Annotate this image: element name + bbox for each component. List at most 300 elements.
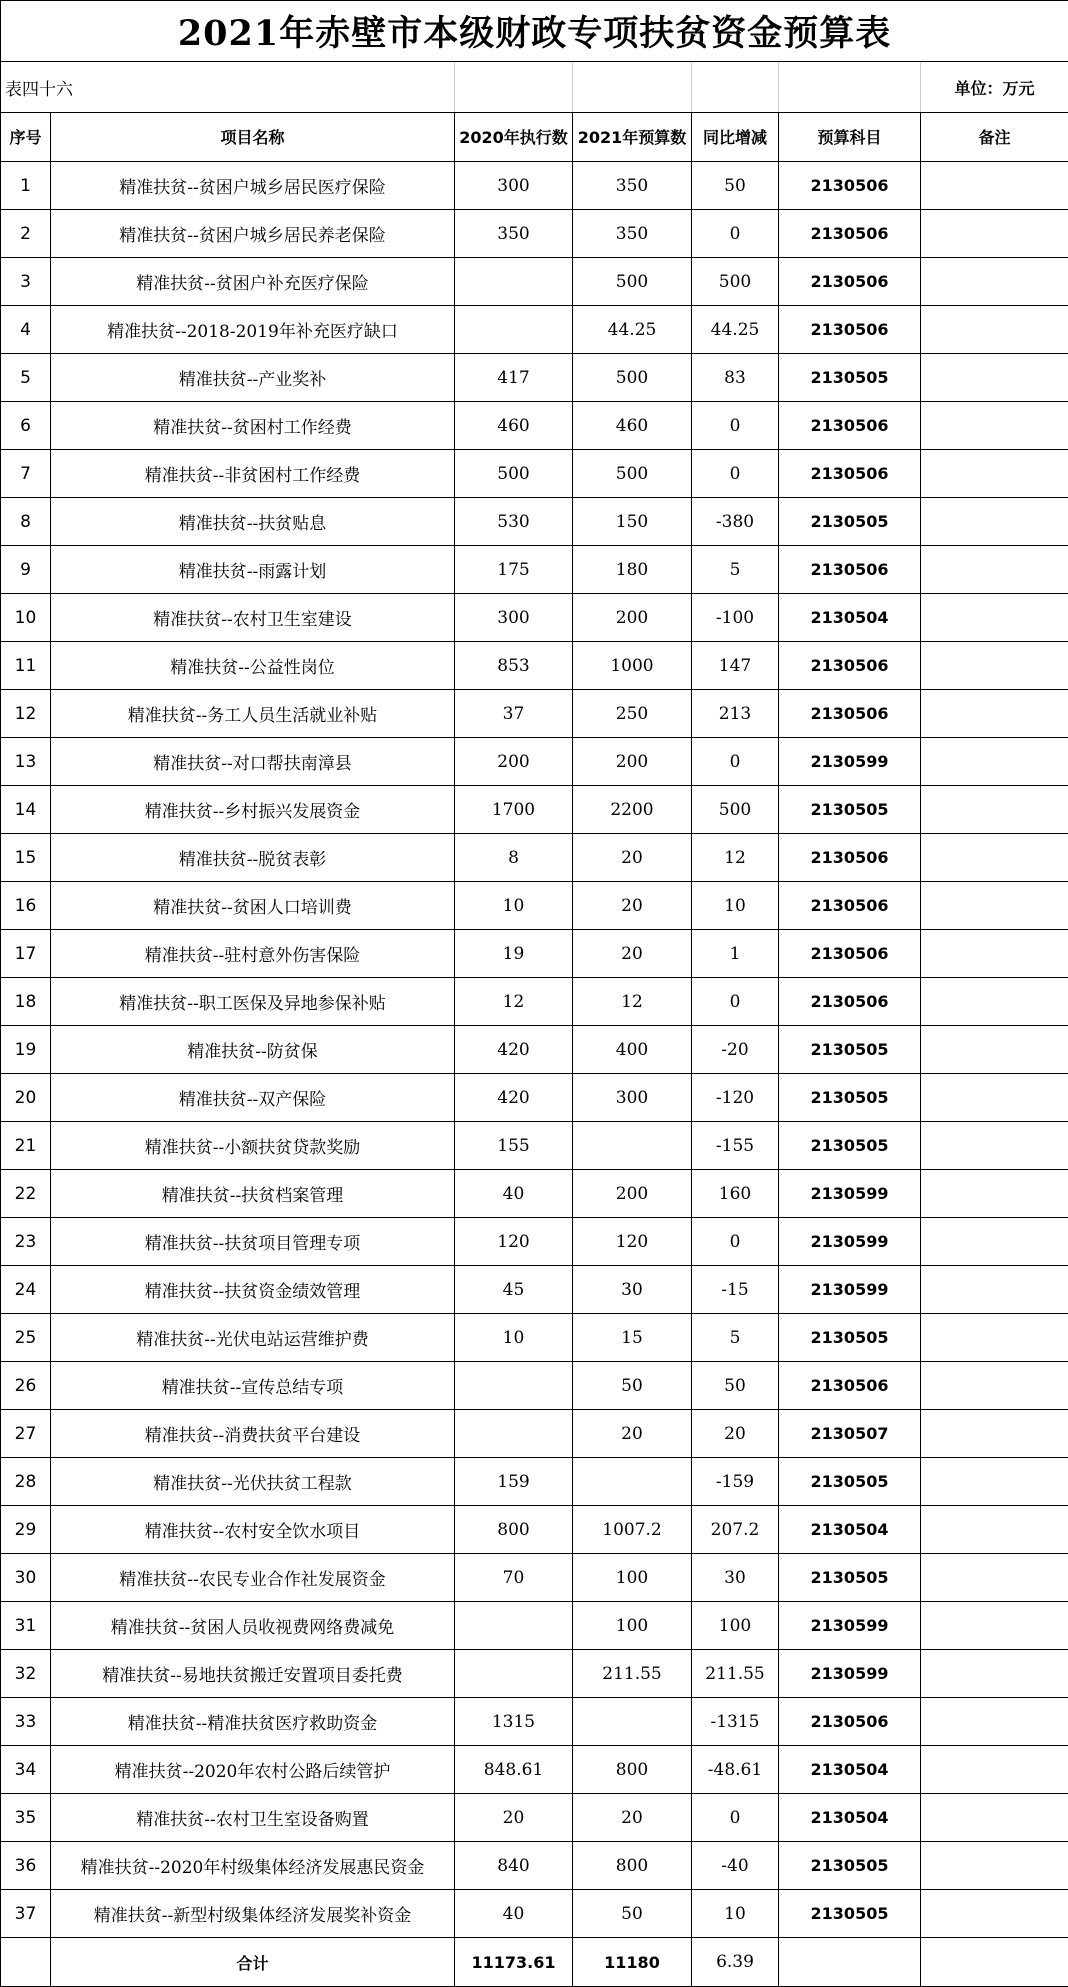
cell-change: 20 — [692, 1410, 779, 1458]
cell-project-name: 精准扶贫--小额扶贫贷款奖励 — [51, 1122, 455, 1170]
table-row — [1, 306, 1068, 354]
cell-subject: 2130506 — [779, 1698, 921, 1746]
cell-budget2021: 350 — [573, 210, 692, 258]
cell-remark — [921, 546, 1068, 594]
cell-project-name: 精准扶贫--宣传总结专项 — [51, 1362, 455, 1410]
table-row — [1, 882, 1068, 930]
cell-seq: 32 — [1, 1650, 51, 1698]
cell-budget2021: 20 — [573, 882, 692, 930]
cell-change: -15 — [692, 1266, 779, 1314]
table-row — [1, 1122, 1068, 1170]
cell-change: 83 — [692, 354, 779, 402]
cell-subject: 2130505 — [779, 1074, 921, 1122]
cell-change: 50 — [692, 162, 779, 210]
table-row — [1, 402, 1068, 450]
cell-remark — [921, 738, 1068, 786]
cell-project-name: 精准扶贫--光伏电站运营维护费 — [51, 1314, 455, 1362]
cell-subject: 2130504 — [779, 594, 921, 642]
cell-exec2020: 70 — [455, 1554, 573, 1602]
total-seq — [1, 1938, 51, 1987]
table-row — [1, 1410, 1068, 1458]
cell-project-name: 精准扶贫--产业奖补 — [51, 354, 455, 402]
cell-change: 50 — [692, 1362, 779, 1410]
cell-project-name: 精准扶贫--公益性岗位 — [51, 642, 455, 690]
cell-project-name: 精准扶贫--农村卫生室设备购置 — [51, 1794, 455, 1842]
cell-remark — [921, 210, 1068, 258]
cell-seq: 2 — [1, 210, 51, 258]
cell-change: 0 — [692, 1218, 779, 1266]
cell-subject: 2130506 — [779, 306, 921, 354]
cell-remark — [921, 1554, 1068, 1602]
cell-project-name: 精准扶贫--2018-2019年补充医疗缺口 — [51, 306, 455, 354]
cell-remark — [921, 1506, 1068, 1554]
table-row — [1, 930, 1068, 978]
cell-remark — [921, 354, 1068, 402]
cell-subject: 2130506 — [779, 546, 921, 594]
cell-subject: 2130506 — [779, 210, 921, 258]
table-row — [1, 978, 1068, 1026]
cell-remark — [921, 1794, 1068, 1842]
cell-remark — [921, 690, 1068, 738]
cell-subject: 2130599 — [779, 1170, 921, 1218]
cell-exec2020: 1700 — [455, 786, 573, 834]
cell-change: 0 — [692, 402, 779, 450]
cell-budget2021: 20 — [573, 1794, 692, 1842]
cell-subject: 2130505 — [779, 1842, 921, 1890]
cell-seq: 30 — [1, 1554, 51, 1602]
cell-project-name: 精准扶贫--贫困户补充医疗保险 — [51, 258, 455, 306]
cell-exec2020 — [455, 1410, 573, 1458]
cell-exec2020 — [455, 258, 573, 306]
cell-seq: 33 — [1, 1698, 51, 1746]
cell-exec2020: 300 — [455, 162, 573, 210]
title-row — [1, 1, 1068, 62]
cell-remark — [921, 594, 1068, 642]
cell-exec2020 — [455, 1362, 573, 1410]
cell-exec2020: 1315 — [455, 1698, 573, 1746]
cell-change: 0 — [692, 738, 779, 786]
cell-remark — [921, 642, 1068, 690]
cell-subject: 2130506 — [779, 978, 921, 1026]
cell-change: 30 — [692, 1554, 779, 1602]
cell-change: -155 — [692, 1122, 779, 1170]
cell-remark — [921, 1746, 1068, 1794]
table-row — [1, 546, 1068, 594]
cell-exec2020: 155 — [455, 1122, 573, 1170]
cell-subject: 2130505 — [779, 1890, 921, 1938]
cell-project-name: 精准扶贫--2020年村级集体经济发展惠民资金 — [51, 1842, 455, 1890]
table-row — [1, 786, 1068, 834]
cell-change: -100 — [692, 594, 779, 642]
table-row — [1, 1842, 1068, 1890]
table-row — [1, 498, 1068, 546]
cell-project-name: 精准扶贫--农村安全饮水项目 — [51, 1506, 455, 1554]
cell-seq: 6 — [1, 402, 51, 450]
cell-subject: 2130507 — [779, 1410, 921, 1458]
cell-budget2021: 211.55 — [573, 1650, 692, 1698]
cell-project-name: 精准扶贫--贫困人口培训费 — [51, 882, 455, 930]
header-seq: 序号 — [1, 113, 51, 162]
cell-exec2020: 20 — [455, 1794, 573, 1842]
cell-subject: 2130505 — [779, 1122, 921, 1170]
table-row — [1, 1698, 1068, 1746]
cell-budget2021: 180 — [573, 546, 692, 594]
cell-project-name: 精准扶贫--脱贫表彰 — [51, 834, 455, 882]
cell-change: -120 — [692, 1074, 779, 1122]
cell-subject: 2130506 — [779, 162, 921, 210]
cell-remark — [921, 1362, 1068, 1410]
cell-remark — [921, 162, 1068, 210]
cell-subject: 2130599 — [779, 1218, 921, 1266]
cell-remark — [921, 1122, 1068, 1170]
cell-seq: 10 — [1, 594, 51, 642]
cell-seq: 28 — [1, 1458, 51, 1506]
cell-seq: 18 — [1, 978, 51, 1026]
table-row — [1, 1794, 1068, 1842]
header-budget2021: 2021年预算数 — [573, 113, 692, 162]
cell-budget2021: 200 — [573, 594, 692, 642]
cell-remark — [921, 306, 1068, 354]
cell-budget2021: 200 — [573, 738, 692, 786]
cell-seq: 4 — [1, 306, 51, 354]
cell-change: 0 — [692, 978, 779, 1026]
cell-change: 10 — [692, 882, 779, 930]
cell-project-name: 精准扶贫--防贫保 — [51, 1026, 455, 1074]
table-row — [1, 1266, 1068, 1314]
cell-remark — [921, 978, 1068, 1026]
cell-project-name: 精准扶贫--贫困人员收视费网络费减免 — [51, 1602, 455, 1650]
cell-remark — [921, 1074, 1068, 1122]
cell-change: -48.61 — [692, 1746, 779, 1794]
table-row — [1, 450, 1068, 498]
header-subject: 预算科目 — [779, 113, 921, 162]
cell-seq: 12 — [1, 690, 51, 738]
cell-change: 1 — [692, 930, 779, 978]
cell-change: 0 — [692, 210, 779, 258]
cell-subject: 2130599 — [779, 1650, 921, 1698]
cell-subject: 2130505 — [779, 1026, 921, 1074]
cell-project-name: 精准扶贫--精准扶贫医疗救助资金 — [51, 1698, 455, 1746]
table-row — [1, 834, 1068, 882]
cell-subject: 2130504 — [779, 1746, 921, 1794]
unit-label: 单位：万元 — [921, 62, 1068, 113]
cell-subject: 2130506 — [779, 642, 921, 690]
cell-change: 500 — [692, 786, 779, 834]
cell-remark — [921, 1458, 1068, 1506]
cell-remark — [921, 1698, 1068, 1746]
cell-change: 160 — [692, 1170, 779, 1218]
cell-subject: 2130506 — [779, 258, 921, 306]
total-change: 6.39 — [692, 1938, 779, 1987]
cell-seq: 35 — [1, 1794, 51, 1842]
cell-budget2021: 400 — [573, 1026, 692, 1074]
cell-project-name: 精准扶贫--扶贫项目管理专项 — [51, 1218, 455, 1266]
cell-budget2021: 500 — [573, 258, 692, 306]
cell-seq: 34 — [1, 1746, 51, 1794]
table-row — [1, 1554, 1068, 1602]
cell-exec2020 — [455, 1602, 573, 1650]
cell-remark — [921, 1890, 1068, 1938]
cell-seq: 36 — [1, 1842, 51, 1890]
cell-exec2020: 8 — [455, 834, 573, 882]
cell-subject: 2130505 — [779, 354, 921, 402]
subheader-blank — [573, 62, 692, 113]
cell-exec2020: 853 — [455, 642, 573, 690]
cell-subject: 2130599 — [779, 738, 921, 786]
cell-seq: 21 — [1, 1122, 51, 1170]
cell-exec2020: 350 — [455, 210, 573, 258]
cell-budget2021: 350 — [573, 162, 692, 210]
cell-change: -1315 — [692, 1698, 779, 1746]
cell-budget2021: 120 — [573, 1218, 692, 1266]
cell-seq: 9 — [1, 546, 51, 594]
subheader-blank — [779, 62, 921, 113]
table-row — [1, 738, 1068, 786]
cell-remark — [921, 1266, 1068, 1314]
cell-budget2021: 800 — [573, 1746, 692, 1794]
cell-subject: 2130505 — [779, 1314, 921, 1362]
cell-exec2020: 45 — [455, 1266, 573, 1314]
cell-seq: 19 — [1, 1026, 51, 1074]
total-subject — [779, 1938, 921, 1987]
cell-exec2020: 300 — [455, 594, 573, 642]
cell-subject: 2130505 — [779, 786, 921, 834]
table-row — [1, 1026, 1068, 1074]
cell-budget2021: 460 — [573, 402, 692, 450]
cell-subject: 2130506 — [779, 690, 921, 738]
header-name: 项目名称 — [51, 113, 455, 162]
subheader-blank — [692, 62, 779, 113]
total-remark — [921, 1938, 1068, 1987]
cell-budget2021: 20 — [573, 930, 692, 978]
cell-change: 10 — [692, 1890, 779, 1938]
cell-seq: 22 — [1, 1170, 51, 1218]
cell-remark — [921, 1170, 1068, 1218]
table-row — [1, 594, 1068, 642]
table-row — [1, 1218, 1068, 1266]
cell-budget2021: 1007.2 — [573, 1506, 692, 1554]
cell-project-name: 精准扶贫--对口帮扶南漳县 — [51, 738, 455, 786]
cell-exec2020: 37 — [455, 690, 573, 738]
subheader-row — [1, 62, 1068, 113]
cell-seq: 13 — [1, 738, 51, 786]
cell-project-name: 精准扶贫--务工人员生活就业补贴 — [51, 690, 455, 738]
cell-exec2020 — [455, 306, 573, 354]
cell-change: 147 — [692, 642, 779, 690]
cell-change: 0 — [692, 1794, 779, 1842]
cell-change: 207.2 — [692, 1506, 779, 1554]
header-exec2020: 2020年执行数 — [455, 113, 573, 162]
table-row — [1, 210, 1068, 258]
cell-remark — [921, 1650, 1068, 1698]
cell-subject: 2130506 — [779, 882, 921, 930]
cell-project-name: 精准扶贫--扶贫贴息 — [51, 498, 455, 546]
cell-subject: 2130506 — [779, 834, 921, 882]
cell-exec2020: 500 — [455, 450, 573, 498]
header-change: 同比增减 — [692, 113, 779, 162]
cell-change: 5 — [692, 546, 779, 594]
cell-exec2020: 120 — [455, 1218, 573, 1266]
cell-seq: 7 — [1, 450, 51, 498]
table-row — [1, 1602, 1068, 1650]
cell-exec2020: 200 — [455, 738, 573, 786]
cell-subject: 2130506 — [779, 450, 921, 498]
cell-exec2020: 10 — [455, 882, 573, 930]
cell-subject: 2130505 — [779, 1554, 921, 1602]
cell-change: 213 — [692, 690, 779, 738]
cell-seq: 8 — [1, 498, 51, 546]
cell-change: -40 — [692, 1842, 779, 1890]
cell-project-name: 精准扶贫--消费扶贫平台建设 — [51, 1410, 455, 1458]
cell-subject: 2130506 — [779, 402, 921, 450]
table-row — [1, 1650, 1068, 1698]
cell-seq: 14 — [1, 786, 51, 834]
cell-budget2021: 500 — [573, 354, 692, 402]
cell-seq: 24 — [1, 1266, 51, 1314]
cell-budget2021: 30 — [573, 1266, 692, 1314]
table-row — [1, 162, 1068, 210]
cell-seq: 3 — [1, 258, 51, 306]
cell-remark — [921, 1602, 1068, 1650]
cell-remark — [921, 882, 1068, 930]
cell-budget2021: 100 — [573, 1554, 692, 1602]
cell-exec2020: 12 — [455, 978, 573, 1026]
table-row — [1, 258, 1068, 306]
page-title: 2021年赤壁市本级财政专项扶贫资金预算表 — [1, 1, 1068, 62]
table-number: 表四十六 — [1, 62, 455, 113]
cell-remark — [921, 1218, 1068, 1266]
cell-change: 100 — [692, 1602, 779, 1650]
cell-exec2020: 417 — [455, 354, 573, 402]
cell-project-name: 精准扶贫--扶贫档案管理 — [51, 1170, 455, 1218]
cell-project-name: 精准扶贫--扶贫资金绩效管理 — [51, 1266, 455, 1314]
cell-project-name: 精准扶贫--贫困村工作经费 — [51, 402, 455, 450]
cell-exec2020: 40 — [455, 1170, 573, 1218]
cell-subject: 2130504 — [779, 1794, 921, 1842]
cell-seq: 5 — [1, 354, 51, 402]
cell-subject: 2130599 — [779, 1266, 921, 1314]
cell-remark — [921, 450, 1068, 498]
cell-budget2021 — [573, 1458, 692, 1506]
cell-budget2021: 44.25 — [573, 306, 692, 354]
cell-budget2021: 300 — [573, 1074, 692, 1122]
cell-project-name: 精准扶贫--贫困户城乡居民养老保险 — [51, 210, 455, 258]
cell-budget2021: 800 — [573, 1842, 692, 1890]
cell-budget2021: 500 — [573, 450, 692, 498]
total-exec2020: 11173.61 — [455, 1938, 573, 1987]
table-row — [1, 1458, 1068, 1506]
cell-budget2021: 12 — [573, 978, 692, 1026]
total-row — [1, 1938, 1068, 1987]
cell-subject: 2130506 — [779, 1362, 921, 1410]
cell-budget2021: 100 — [573, 1602, 692, 1650]
cell-subject: 2130505 — [779, 1458, 921, 1506]
cell-exec2020: 840 — [455, 1842, 573, 1890]
cell-project-name: 精准扶贫--2020年农村公路后续管护 — [51, 1746, 455, 1794]
cell-budget2021: 20 — [573, 834, 692, 882]
cell-subject: 2130506 — [779, 930, 921, 978]
cell-exec2020: 159 — [455, 1458, 573, 1506]
cell-seq: 1 — [1, 162, 51, 210]
cell-remark — [921, 834, 1068, 882]
cell-change: -159 — [692, 1458, 779, 1506]
table-row — [1, 354, 1068, 402]
total-budget2021: 11180 — [573, 1938, 692, 1987]
cell-remark — [921, 498, 1068, 546]
cell-seq: 23 — [1, 1218, 51, 1266]
cell-subject: 2130505 — [779, 498, 921, 546]
cell-seq: 29 — [1, 1506, 51, 1554]
cell-project-name: 精准扶贫--新型村级集体经济发展奖补资金 — [51, 1890, 455, 1938]
cell-remark — [921, 1026, 1068, 1074]
cell-seq: 37 — [1, 1890, 51, 1938]
header-remark: 备注 — [921, 113, 1068, 162]
cell-project-name: 精准扶贫--非贫困村工作经费 — [51, 450, 455, 498]
cell-change: -20 — [692, 1026, 779, 1074]
cell-change: 0 — [692, 450, 779, 498]
cell-seq: 20 — [1, 1074, 51, 1122]
table-row — [1, 1362, 1068, 1410]
table-row — [1, 1170, 1068, 1218]
cell-exec2020: 530 — [455, 498, 573, 546]
cell-subject: 2130504 — [779, 1506, 921, 1554]
cell-exec2020: 800 — [455, 1506, 573, 1554]
column-header-row — [1, 113, 1068, 162]
cell-change: 44.25 — [692, 306, 779, 354]
cell-change: 12 — [692, 834, 779, 882]
cell-change: 5 — [692, 1314, 779, 1362]
cell-budget2021: 50 — [573, 1362, 692, 1410]
cell-seq: 27 — [1, 1410, 51, 1458]
cell-subject: 2130599 — [779, 1602, 921, 1650]
cell-seq: 15 — [1, 834, 51, 882]
cell-exec2020 — [455, 1650, 573, 1698]
cell-remark — [921, 1842, 1068, 1890]
total-label: 合计 — [51, 1938, 455, 1987]
cell-budget2021: 1000 — [573, 642, 692, 690]
cell-remark — [921, 258, 1068, 306]
table-row — [1, 1506, 1068, 1554]
cell-change: 500 — [692, 258, 779, 306]
cell-seq: 11 — [1, 642, 51, 690]
cell-remark — [921, 1410, 1068, 1458]
cell-budget2021 — [573, 1698, 692, 1746]
cell-budget2021: 15 — [573, 1314, 692, 1362]
cell-exec2020: 460 — [455, 402, 573, 450]
cell-remark — [921, 1314, 1068, 1362]
table-row — [1, 1314, 1068, 1362]
cell-project-name: 精准扶贫--双产保险 — [51, 1074, 455, 1122]
cell-exec2020: 420 — [455, 1026, 573, 1074]
table-row — [1, 1890, 1068, 1938]
cell-seq: 31 — [1, 1602, 51, 1650]
cell-project-name: 精准扶贫--光伏扶贫工程款 — [51, 1458, 455, 1506]
cell-budget2021: 200 — [573, 1170, 692, 1218]
cell-budget2021: 50 — [573, 1890, 692, 1938]
cell-budget2021 — [573, 1122, 692, 1170]
cell-remark — [921, 402, 1068, 450]
cell-exec2020: 19 — [455, 930, 573, 978]
cell-project-name: 精准扶贫--易地扶贫搬迁安置项目委托费 — [51, 1650, 455, 1698]
cell-budget2021: 2200 — [573, 786, 692, 834]
cell-project-name: 精准扶贫--贫困户城乡居民医疗保险 — [51, 162, 455, 210]
cell-change: -380 — [692, 498, 779, 546]
cell-seq: 25 — [1, 1314, 51, 1362]
cell-seq: 16 — [1, 882, 51, 930]
table-row — [1, 1074, 1068, 1122]
cell-project-name: 精准扶贫--驻村意外伤害保险 — [51, 930, 455, 978]
cell-budget2021: 250 — [573, 690, 692, 738]
